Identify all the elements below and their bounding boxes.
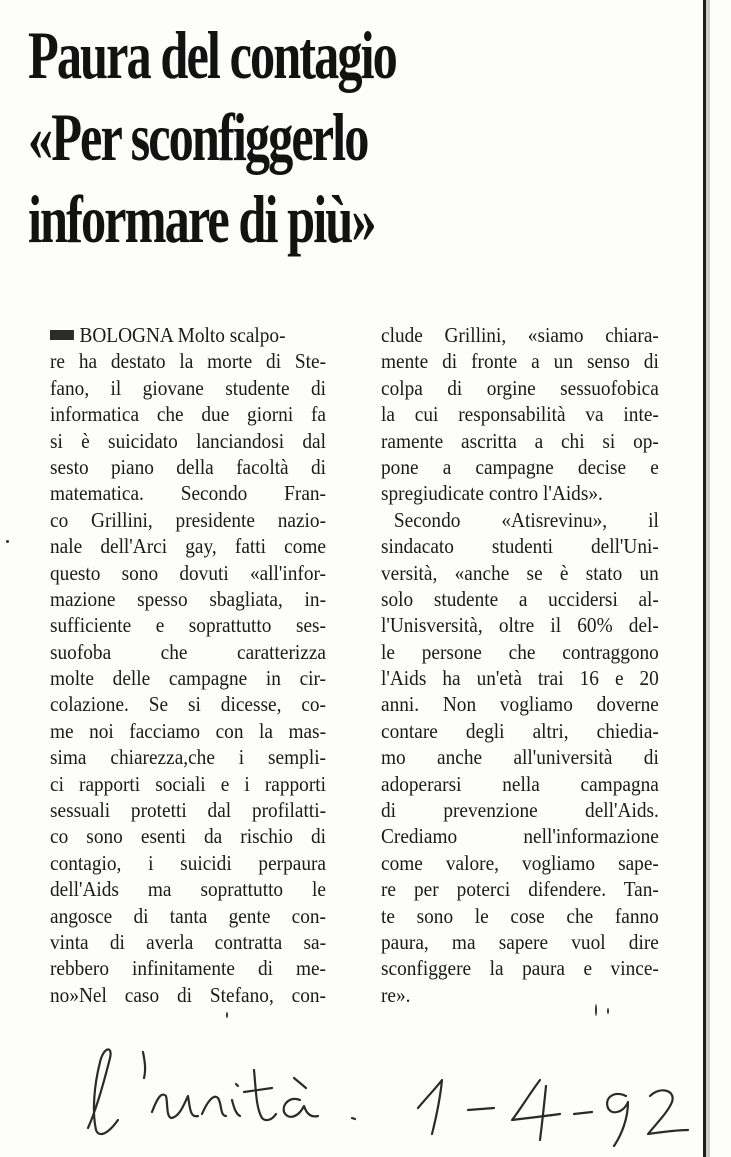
- article-line: mo anche all'università di: [381, 745, 659, 770]
- article-line: mazione spesso sbagliata, in-: [50, 586, 326, 611]
- article-line: l'Unisversità, oltre il 60% del-: [381, 613, 659, 638]
- article-line: sufficiente e soprattutto ses-: [50, 613, 326, 638]
- article-line: le persone che contraggono: [381, 639, 659, 664]
- article-line: sesto piano della facoltà di: [50, 454, 326, 479]
- handwriting-stroke: [244, 1088, 272, 1092]
- handwritten-source-note: [0, 1000, 731, 1157]
- article-line-text: Molto scalpo-: [177, 323, 286, 347]
- handwriting-stroke: [607, 1094, 628, 1146]
- article-line: nale dell'Arci gay, fatti come: [50, 534, 326, 559]
- article-line: anni. Non vogliamo doverne: [381, 692, 659, 717]
- handwriting-stroke: [574, 1112, 592, 1114]
- article-line: vinta di averla contratta sa-: [50, 929, 326, 954]
- article-line: rebbero infinitamente di me-: [50, 956, 326, 981]
- handwriting-stroke: [254, 1070, 276, 1120]
- article-line: te sono le cose che fanno: [381, 903, 659, 928]
- article-line: [50, 322, 326, 348]
- handwriting-stroke: [232, 1100, 240, 1116]
- article-line: questo sono dovuti «all'infor-: [50, 560, 326, 585]
- article-line: fano, il giovane studente di: [50, 375, 326, 400]
- article-line: versità, «anche se è stato un: [381, 560, 659, 585]
- article-line: adoperarsi nella campagna: [381, 771, 659, 796]
- handwriting-stroke: [143, 1052, 145, 1078]
- article-line: di prevenzione dell'Aids.: [381, 798, 659, 823]
- handwriting-stroke: [352, 1118, 355, 1119]
- article-line: co sono esenti da rischio di: [50, 824, 326, 849]
- article-line: informatica che due giorni fa: [50, 402, 326, 427]
- article-line: suofoba che caratterizza: [50, 639, 326, 664]
- article-line: sima chiarezza,che i sempli-: [50, 745, 326, 770]
- article-line: solo studente a uccidersi al-: [381, 586, 659, 611]
- article-line: re per poterci difendere. Tan-: [381, 877, 659, 902]
- article-line: colpa di orgine sessuofobica: [381, 375, 659, 400]
- handwriting-stroke: [284, 1099, 318, 1117]
- article-line: Secondo «Atisrevinu», il: [393, 507, 659, 532]
- handwriting-stroke: [468, 1108, 494, 1110]
- headline-line-3: informare di più»: [28, 181, 375, 257]
- article-line: paura, ma sapere vuol dire: [381, 929, 659, 954]
- handwriting-stroke: [236, 1084, 238, 1086]
- article-line: re ha destato la morte di Ste-: [50, 349, 326, 374]
- article-line: matematica. Secondo Fran-: [50, 481, 326, 506]
- article-line: sconfiggere la paura e vince-: [381, 956, 659, 981]
- handwriting-stroke: [540, 1086, 546, 1140]
- headline: [28, 14, 696, 260]
- article-line: re».: [381, 982, 411, 1007]
- article-line: ci rapporti sociali e i rapporti: [50, 771, 326, 796]
- dateline: BOLOGNA: [79, 323, 173, 347]
- article-line: colazione. Se si dicesse, co-: [50, 692, 326, 717]
- handwriting-stroke: [88, 1049, 118, 1134]
- handwriting-stroke: [512, 1080, 560, 1120]
- article-line: si è suicidato lanciandosi dal: [50, 428, 326, 453]
- article-line: spregiudicate contro l'Aids».: [381, 481, 603, 506]
- headline-line-2: «Per sconfiggerlo: [28, 99, 368, 175]
- handwriting-stroke: [648, 1090, 688, 1134]
- headline-line-1: Paura del contagio: [28, 17, 396, 93]
- article-line: come valore, vogliamo sape-: [381, 850, 659, 875]
- article-line: co Grillini, presidente nazio-: [50, 507, 326, 532]
- handwriting-stroke: [294, 1078, 306, 1088]
- article-column-left: [50, 322, 350, 1008]
- article-column-right: [381, 322, 683, 1008]
- article-line: molte delle campagne in cir-: [50, 666, 326, 691]
- handwriting-stroke: [152, 1095, 198, 1118]
- article-line: sindacato studenti dell'Uni-: [381, 534, 659, 559]
- article-line: mente di fronte a un senso di: [381, 349, 659, 374]
- article-line: no»Nel caso di Stefano, con-: [50, 982, 326, 1007]
- article-line: dell'Aids ma soprattutto le: [50, 877, 326, 902]
- article-line: ramente ascritta a chi si op-: [381, 428, 659, 453]
- article-line: me noi facciamo con la mas-: [50, 718, 326, 743]
- article-line: la cui responsabilità va inte-: [381, 402, 659, 427]
- article-line: pone a campagne decise e: [381, 454, 659, 479]
- handwriting-stroke: [418, 1080, 442, 1134]
- article-line: Crediamo nell'informazione: [381, 824, 659, 849]
- dust-speck: [6, 540, 9, 543]
- clipping-edge-gradient: [706, 0, 710, 1157]
- article-line: sessuali protetti dal profilatti-: [50, 798, 326, 823]
- article-line: l'Aids ha un'età trai 16 e 20: [381, 666, 659, 691]
- dateline-bullet-icon: [50, 330, 74, 340]
- article-line: clude Grillini, «siamo chiara-: [381, 323, 659, 347]
- handwriting-stroke: [202, 1097, 226, 1116]
- article-line: contare degli altri, chiedia-: [381, 718, 659, 743]
- article-line: contagio, i suicidi perpaura: [50, 850, 326, 875]
- article-line: angosce di tanta gente con-: [50, 903, 326, 928]
